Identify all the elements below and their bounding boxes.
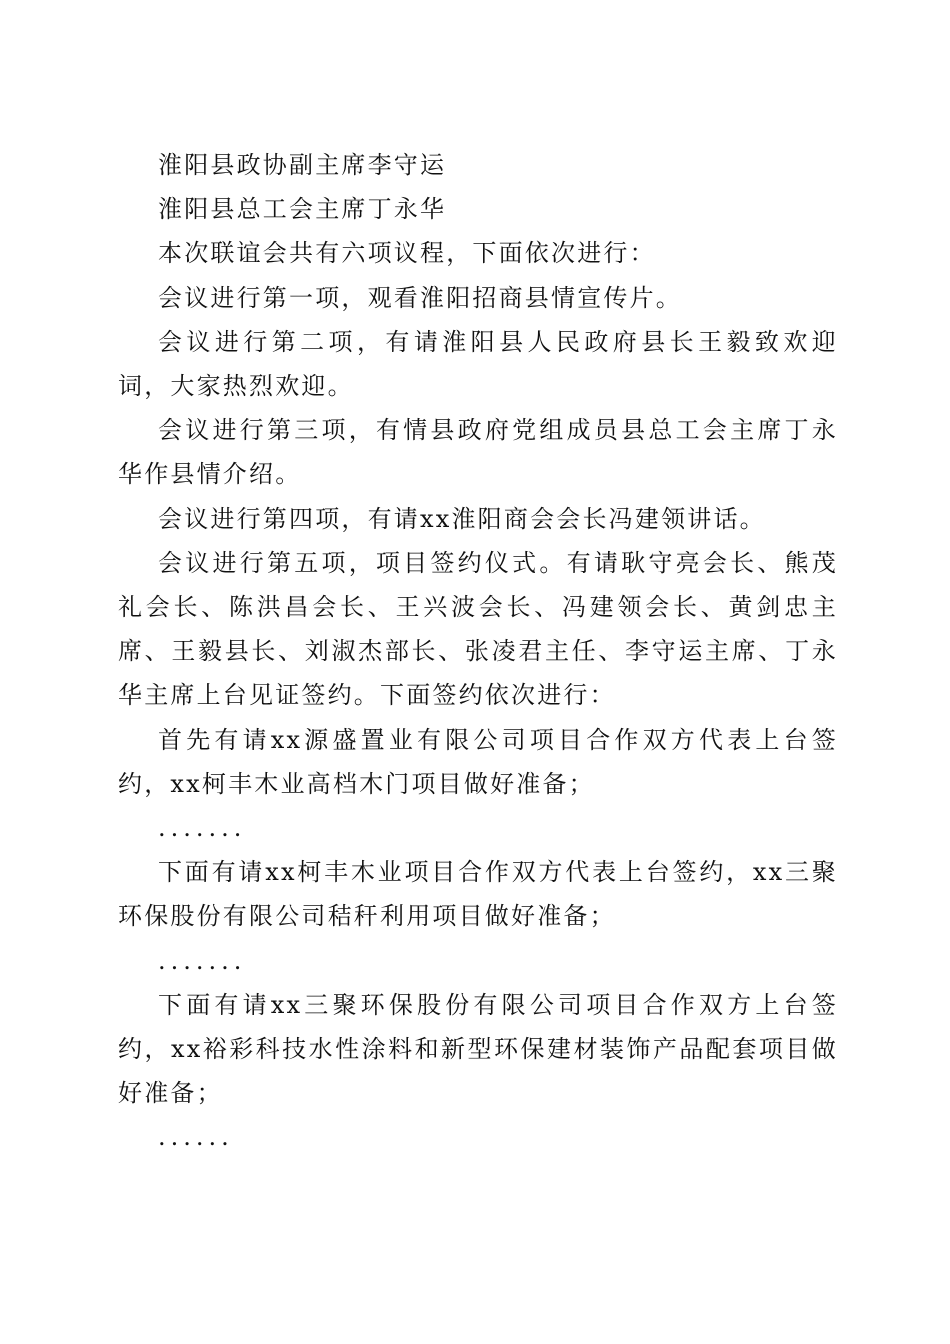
paragraph-signing-3: 下面有请xx三聚环保股份有限公司项目合作双方上台签约，xx裕彩科技水性涂料和新型环保建材装饰产品配套项目做好准备； bbox=[118, 990, 838, 1108]
paragraph-signing-2: 下面有请xx柯丰木业项目合作双方代表上台签约，xx三聚环保股份有限公司秸秆利用项目做好准备； bbox=[118, 858, 838, 931]
document-body bbox=[118, 143, 838, 1160]
paragraph-attendee-1: 淮阳县政协副主席李守运 bbox=[158, 151, 447, 179]
paragraph-signing-1: 首先有请xx源盛置业有限公司项目合作双方代表上台签约，xx柯丰木业高档木门项目做好准备； bbox=[118, 725, 838, 798]
paragraph-agenda-item-4: 会议进行第四项，有请xx淮阳商会会长冯建领讲话。 bbox=[158, 504, 766, 533]
ellipsis-line: ....... bbox=[158, 946, 247, 975]
paragraph-agenda-item-1: 会议进行第一项，观看淮阳招商县情宣传片。 bbox=[158, 283, 682, 312]
paragraph-agenda-intro: 本次联谊会共有六项议程，下面依次进行： bbox=[158, 239, 656, 268]
paragraph-agenda-item-3: 会议进行第三项，有情县政府党组成员县总工会主席丁永华作县情介绍。 bbox=[118, 416, 838, 489]
paragraph-agenda-item-2: 会议进行第二项，有请淮阳县人民政府县长王毅致欢迎词，大家热烈欢迎。 bbox=[118, 327, 838, 401]
paragraph-attendee-2: 淮阳县总工会主席丁永华 bbox=[158, 195, 447, 224]
ellipsis-line: ...... bbox=[158, 1123, 234, 1152]
paragraph-agenda-item-5: 会议进行第五项，项目签约仪式。有请耿守亮会长、熊茂礼会长、陈洪昌会长、王兴波会长、冯建领会长、黄剑忠主席、王毅县长、刘淑杰部长、张凌君主任、李守运主席、丁永华主席上台见证签约。下面签约依次进行： bbox=[118, 548, 838, 710]
ellipsis-line: ....... bbox=[158, 814, 247, 843]
